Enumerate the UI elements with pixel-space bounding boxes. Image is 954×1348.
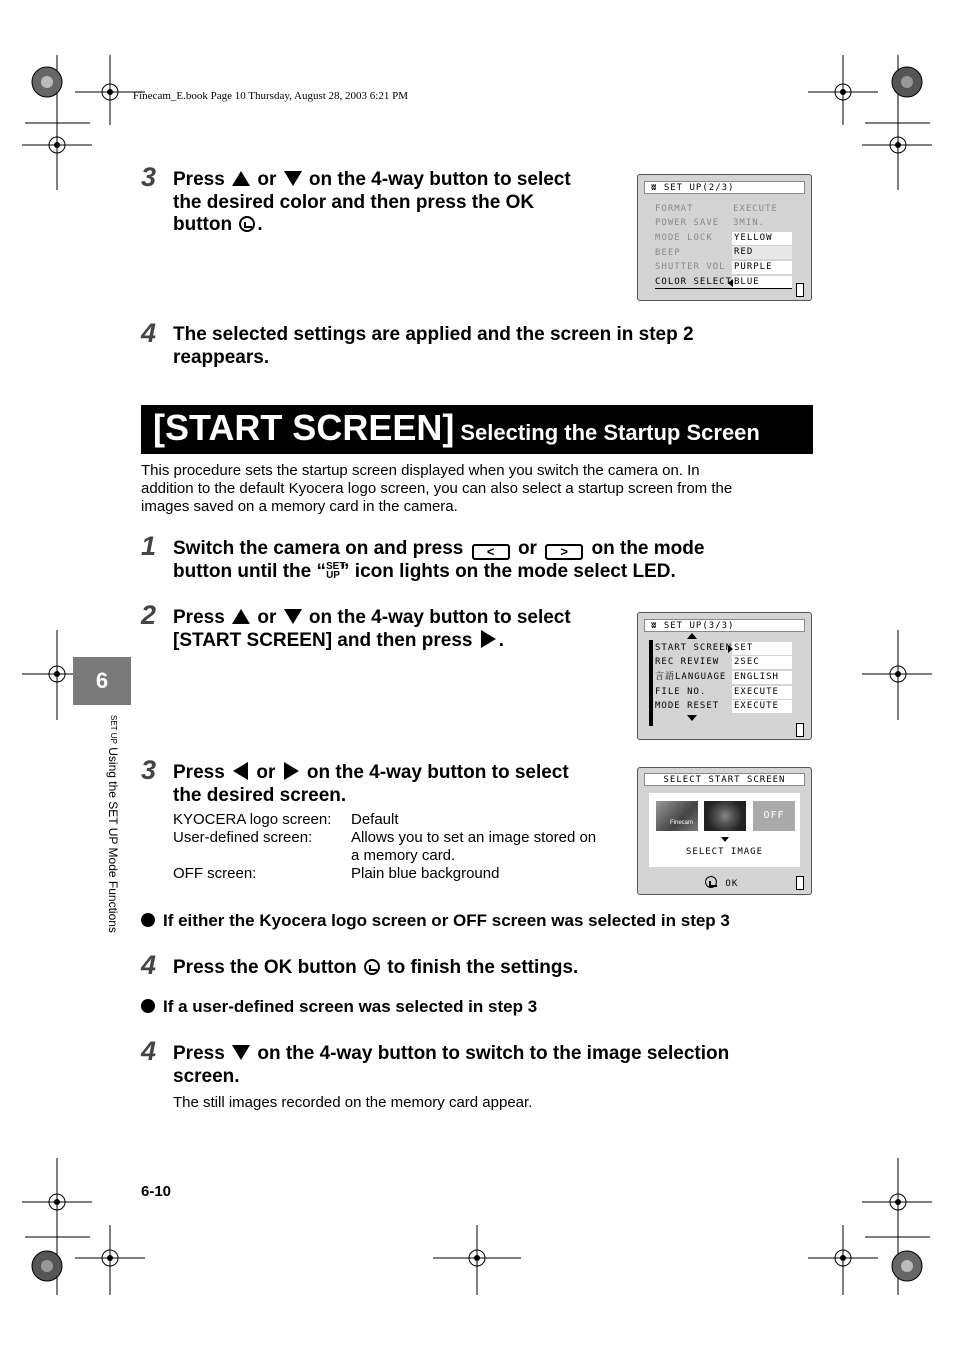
right-arrow-icon: [481, 630, 496, 648]
step-number: 4: [141, 1036, 157, 1066]
option-value-cont: a memory card.: [351, 847, 456, 864]
step-number: 3: [141, 755, 157, 785]
menu-value: SET: [732, 642, 792, 655]
screen-title: SELECT START SCREEN: [644, 773, 805, 786]
bullet-icon: [141, 913, 155, 927]
menu-value: ENGLISH: [732, 671, 792, 684]
step-1-text: [173, 538, 813, 583]
screen-title-text: SET UP(2/3): [663, 183, 735, 193]
screen-options-table: [173, 811, 633, 886]
step-4-ok-text: [173, 957, 578, 980]
down-pointer-icon: [721, 837, 729, 842]
bullet-icon: [141, 999, 155, 1013]
intro-paragraph: [141, 462, 813, 516]
intro-line: This procedure sets the startup screen displayed when you switch the camera on. In: [141, 462, 700, 479]
camera-screen-select-start: [637, 767, 812, 895]
step-word: or: [257, 169, 277, 190]
step-text-part: ” icon lights on the mode select LED.: [340, 560, 676, 582]
step-text-line: reappears.: [173, 346, 270, 368]
step-word: or: [257, 607, 277, 628]
scrollbar: [649, 640, 653, 726]
battery-icon: [796, 283, 804, 297]
screen-title: [644, 619, 805, 632]
chapter-side-title: [106, 715, 120, 933]
step-text-line: the desired color and then press the OK: [173, 191, 535, 213]
page-number: 6-10: [141, 1183, 172, 1200]
file-header: Finecam_E.book Page 10 Thursday, August 28, 2003 6:21 PM: [133, 90, 408, 102]
intro-line: addition to the default Kyocera logo screen, you can also select a startup screen from the: [141, 480, 733, 497]
option-label: User-defined screen:: [173, 829, 313, 846]
setup-icon: ʬ: [651, 183, 664, 193]
option-value: Plain blue background: [351, 865, 500, 882]
chapter-tab: 6: [73, 657, 131, 705]
bullet-text: If either the Kyocera logo screen or OFF screen was selected in step 3: [163, 911, 730, 930]
image-panel: [649, 793, 800, 867]
menu-label: FILE NO.: [655, 687, 707, 697]
scroll-up-icon: [687, 633, 697, 639]
step-word: or: [517, 538, 537, 559]
ok-button-icon: [705, 876, 717, 888]
step-2-text: [173, 607, 633, 652]
menu-label: MODE LOCK: [655, 233, 713, 243]
section-title: [START SCREEN]: [153, 407, 455, 448]
battery-icon: [796, 876, 804, 890]
option-label: OFF screen:: [173, 865, 257, 882]
step-word: Press: [173, 169, 225, 190]
option-value: Default: [351, 811, 399, 828]
option-label: KYOCERA logo screen:: [173, 811, 332, 828]
step-number: 4: [141, 950, 157, 980]
menu-label-selected: START SCREEN: [655, 643, 733, 653]
camera-screen-setup-3-3: [637, 612, 812, 740]
menu-label: 言語LANGUAGE: [655, 672, 727, 682]
camera-screen-setup-2-3: [637, 174, 812, 301]
section-subtitle: Selecting the Startup Screen: [460, 420, 760, 445]
menu-value: EXECUTE: [732, 700, 792, 713]
menu-label-selected: COLOR SELECT: [655, 277, 733, 287]
menu-label: REC REVIEW: [655, 657, 720, 667]
left-pointer-icon: [728, 279, 733, 287]
menu-value: BLUE: [732, 276, 792, 289]
step-number: 4: [141, 318, 157, 348]
step-text-part: Switch the camera on and press: [173, 538, 464, 559]
ok-label: OK: [725, 879, 739, 889]
step-word: or: [256, 762, 276, 783]
option-value: Allows you to set an image stored on: [351, 829, 597, 846]
down-arrow-icon: [284, 171, 302, 186]
step-text-part: on the 4-way button to select: [308, 169, 571, 190]
menu-value: EXECUTE: [732, 686, 792, 699]
left-arrow-icon: [233, 762, 248, 780]
step-text-part: on the 4-way button to switch to the image selection: [257, 1043, 730, 1064]
menu-label: SHUTTER VOL: [655, 262, 726, 272]
menu-value: 3MIN.: [733, 218, 766, 228]
kyocera-logo-thumbnail: [656, 801, 698, 831]
step-number: 3: [141, 162, 157, 192]
step-text-part: .: [498, 629, 505, 651]
right-key-icon: >: [545, 544, 583, 560]
underline: [655, 288, 792, 289]
ok-prompt: [703, 876, 738, 889]
step-word: Press: [173, 1043, 225, 1064]
step-text-line: The selected settings are applied and the screen in step 2: [173, 324, 694, 345]
thumbnail-label: Finecam: [670, 820, 694, 826]
battery-icon: [796, 723, 804, 737]
step-text-line: screen.: [173, 1065, 240, 1087]
intro-line: images saved on a memory card in the camera.: [141, 498, 458, 515]
step-text-part: Press the OK button: [173, 957, 357, 978]
step-text-part: [START SCREEN] and then press: [173, 629, 473, 651]
up-arrow-icon: [232, 171, 250, 186]
step-number: 2: [141, 600, 157, 630]
condition-bullet: [141, 911, 730, 931]
step-4-applied-text: [173, 324, 793, 369]
user-image-thumbnail: [704, 801, 746, 831]
step-text-part: on the 4-way button to select: [306, 762, 569, 783]
step-text-part: button: [173, 214, 233, 235]
setup-glyph-bottom: UP: [326, 569, 340, 581]
left-key-icon: <: [472, 544, 510, 560]
right-arrow-icon: [284, 762, 299, 780]
step-word: Press: [173, 607, 225, 628]
step-text-part: to finish the settings.: [387, 957, 579, 978]
setup-glyph-top: SET: [326, 560, 346, 572]
step-number: 1: [141, 531, 157, 561]
setup-mode-icon: [110, 715, 117, 744]
bullet-text: If a user-defined screen was selected in step 3: [163, 997, 538, 1016]
step-3-screen-text: [173, 762, 633, 807]
step-3-color-text: [173, 169, 623, 237]
menu-value: YELLOW: [732, 232, 792, 245]
menu-label: BEEP: [655, 248, 681, 258]
step-word: Press: [173, 762, 225, 783]
step-text-part: on the 4-way button to select: [308, 607, 571, 628]
off-thumbnail: OFF: [753, 801, 795, 831]
scroll-down-icon: [687, 715, 697, 721]
menu-label: POWER SAVE: [655, 218, 720, 228]
setup-glyph-bottom: UP: [109, 732, 118, 744]
step-text-part: on the mode: [591, 538, 705, 559]
down-arrow-icon: [284, 609, 302, 624]
step-4-switch-text: [173, 1043, 813, 1088]
condition-bullet: [141, 997, 537, 1017]
setup-icon: ʬ: [651, 621, 664, 631]
ok-button-icon: [364, 959, 380, 975]
setup-mode-icon: [326, 560, 346, 581]
step-text-part: button until the “: [173, 560, 327, 582]
section-heading: [141, 405, 813, 454]
screen-title-text: SET UP(3/3): [663, 621, 735, 631]
step-note: The still images recorded on the memory card appear.: [173, 1094, 533, 1111]
ok-button-icon: [239, 216, 255, 232]
menu-label: FORMAT: [655, 204, 694, 214]
right-pointer-icon: [728, 645, 733, 653]
select-image-label: SELECT IMAGE: [685, 847, 764, 857]
down-arrow-icon: [232, 1045, 250, 1060]
screen-title: [644, 181, 805, 194]
up-arrow-icon: [232, 609, 250, 624]
step-text-part: .: [257, 214, 263, 235]
setup-glyph-top: SET: [109, 715, 118, 731]
step-text-line: the desired screen.: [173, 784, 347, 806]
menu-value: RED: [732, 246, 792, 259]
side-title-text: Using the SET UP Mode Functions: [106, 747, 120, 933]
menu-value: PURPLE: [732, 261, 792, 274]
menu-value: EXECUTE: [733, 204, 778, 214]
menu-value: 2SEC: [732, 656, 792, 669]
menu-label: MODE RESET: [655, 701, 720, 711]
